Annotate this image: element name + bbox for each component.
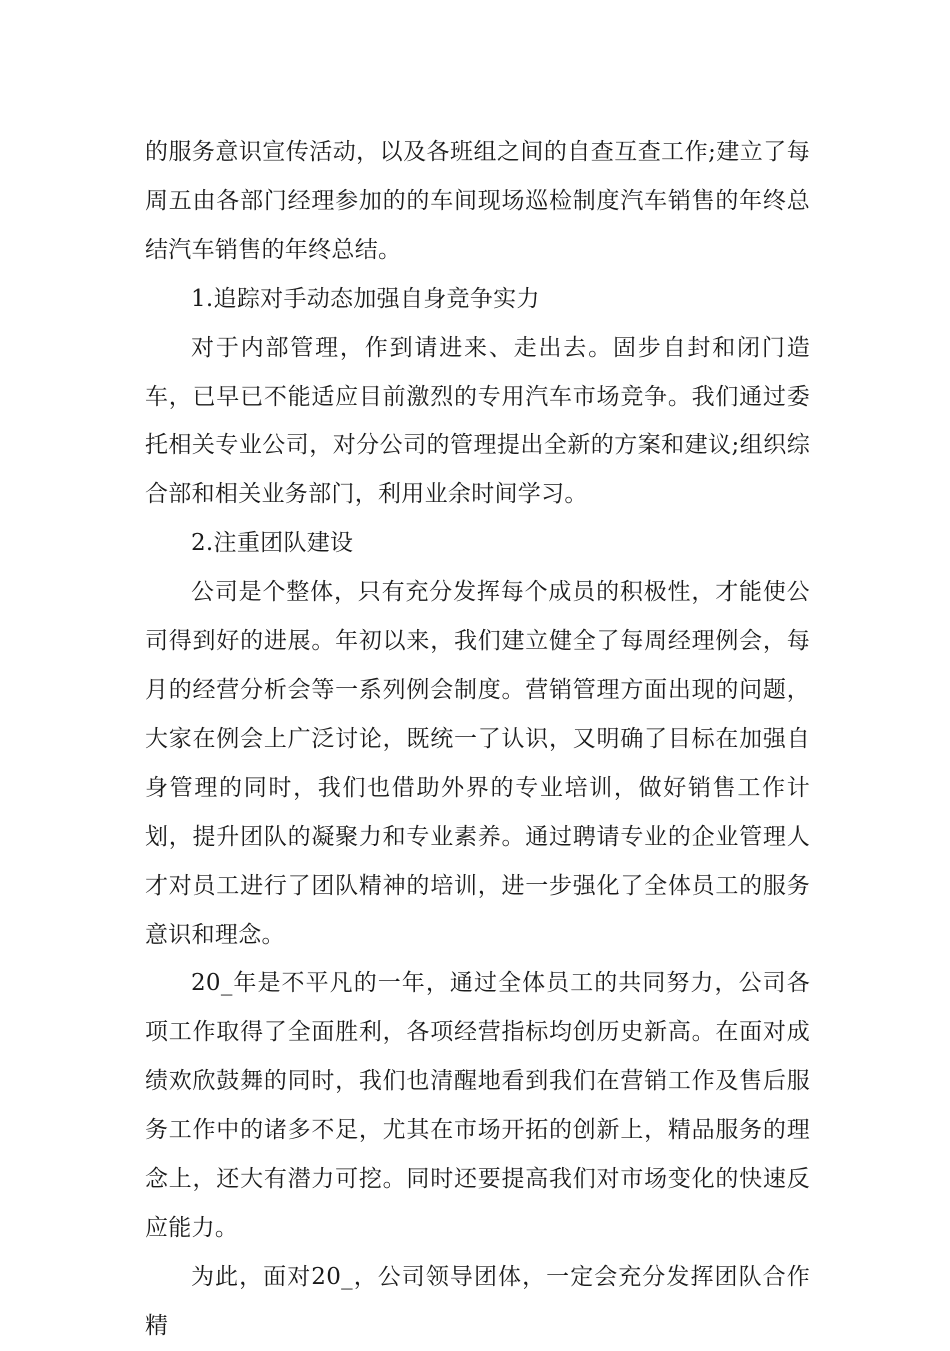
paragraph-continuation: 的服务意识宣传活动，以及各班组之间的自查互查工作;建立了每周五由各部门经理参加的的车间现场巡检制度汽车销售的年终总结汽车销售的年终总结。 bbox=[145, 139, 810, 263]
paragraph-year-summary: 20_年是不平凡的一年，通过全体员工的共同努力，公司各项工作取得了全面胜利，各项经营指标均创历史新高。在面对成绩欢欣鼓舞的同时，我们也清醒地看到我们在营销工作及售后服务工作中的诸多不足，尤其在市场开拓的创新上，精品服务的理念上，还大有潜力可挖。同时还要提高我们对市场变化的快速反应能力。 bbox=[145, 970, 810, 1241]
paragraph-outlook: 为此，面对20_，公司领导团体，一定会充分发挥团队合作精 bbox=[145, 1263, 810, 1339]
document-body bbox=[145, 128, 810, 1351]
paragraph-team-building: 公司是个整体，只有充分发挥每个成员的积极性，才能使公司得到好的进展。年初以来，我们建立健全了每周经理例会，每月的经营分析会等一系列例会制度。营销管理方面出现的问题，大家在例会上广泛讨论，既统一了认识，又明确了目标在加强自身管理的同时，我们也借助外界的专业培训，做好销售工作计划，提升团队的凝聚力和专业素养。通过聘请专业的企业管理人才对员工进行了团队精神的培训，进一步强化了全体员工的服务意识和理念。 bbox=[145, 579, 810, 948]
section-heading-2: 2.注重团队建设 bbox=[191, 530, 354, 557]
paragraph-internal-management: 对于内部管理，作到请进来、走出去。固步自封和闭门造车，已早已不能适应目前激烈的专用汽车市场竞争。我们通过委托相关专业公司，对分公司的管理提出全新的方案和建议;组织综合部和相关业务部门，利用业余时间学习。 bbox=[145, 334, 810, 508]
section-heading-1: 1.追踪对手动态加强自身竞争实力 bbox=[191, 285, 540, 312]
